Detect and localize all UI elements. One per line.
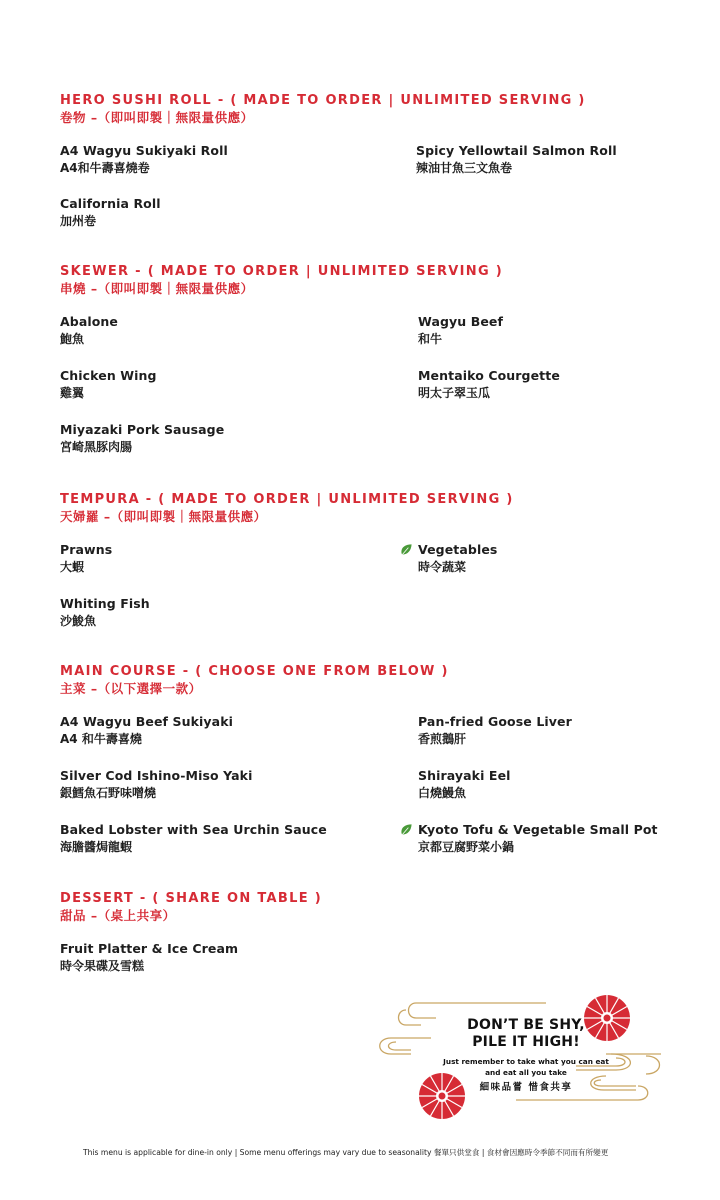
menu-item-a4-wagyu-sukiyaki-roll — [60, 142, 228, 177]
section-title: MAIN COURSE - ( CHOOSE ONE FROM BELOW ) — [60, 664, 449, 679]
menu-item-shirayaki-eel — [418, 767, 511, 802]
menu-item-wagyu-beef — [418, 313, 503, 348]
section-dessert — [60, 890, 680, 924]
menu-item-a4-wagyu-beef-sukiyaki — [60, 713, 233, 748]
menu-item-baked-lobster — [60, 821, 327, 856]
item-name-en: Silver Cod Ishino-Miso Yaki — [60, 768, 253, 783]
section-title: SKEWER - ( MADE TO ORDER | UNLIMITED SERVING ) — [60, 264, 504, 279]
menu-item-vegetables — [418, 541, 497, 576]
section-skewer — [60, 263, 680, 297]
item-name-en: Baked Lobster with Sea Urchin Sauce — [60, 822, 327, 837]
section-main-course — [60, 663, 680, 697]
item-name-en: Whiting Fish — [60, 596, 150, 611]
item-name-zh: 白燒鰻魚 — [418, 786, 467, 800]
menu-item-prawns — [60, 541, 112, 576]
menu-item-chicken-wing — [60, 367, 157, 402]
item-name-en: Chicken Wing — [60, 368, 157, 383]
item-name-zh: 加州卷 — [60, 214, 97, 228]
menu-item-mentaiko-courgette — [418, 367, 560, 402]
promo-chinese-text: 細味品嘗 惜食共享 — [479, 1082, 573, 1093]
menu-item-pan-fried-goose-liver — [418, 713, 572, 748]
menu-item-california-roll — [60, 195, 161, 230]
item-name-en: A4 Wagyu Beef Sukiyaki — [60, 714, 234, 729]
leaf-icon — [400, 823, 413, 836]
promo-line-2: PILE IT HIGH! — [472, 1034, 580, 1050]
item-name-zh: 香煎鵝肝 — [418, 732, 467, 746]
item-name-zh: 辣油甘魚三文魚卷 — [416, 161, 513, 175]
section-title: DESSERT - ( SHARE ON TABLE ) — [60, 891, 322, 906]
item-name-zh: 時令蔬菜 — [418, 560, 467, 574]
item-name-zh: 海膽醬焗龍蝦 — [60, 840, 133, 854]
menu-item-whiting-fish — [60, 595, 150, 630]
item-name-en: Prawns — [60, 542, 113, 557]
menu-item-abalone — [60, 313, 118, 348]
leaf-icon — [400, 543, 413, 556]
section-subtitle: 卷物 –（即叫即製｜無限量供應） — [60, 110, 254, 125]
item-name-zh: 宮崎黑豚肉腸 — [60, 440, 133, 454]
item-name-zh: 時令果碟及雪糕 — [60, 959, 145, 973]
menu-item-spicy-yellowtail-salmon-roll — [416, 142, 617, 177]
item-name-zh: 大蝦 — [60, 560, 85, 574]
item-name-en: Fruit Platter & Ice Cream — [60, 941, 239, 956]
item-name-zh: 沙鮻魚 — [60, 614, 97, 628]
item-name-zh: 鮑魚 — [60, 332, 85, 346]
item-name-zh: 京都豆腐野菜小鍋 — [418, 840, 515, 854]
section-subtitle: 串燒 –（即叫即製｜無限量供應） — [60, 281, 254, 296]
section-title: TEMPURA - ( MADE TO ORDER | UNLIMITED SERVING ) — [60, 492, 514, 507]
item-name-zh: 和牛 — [418, 332, 443, 346]
item-name-en: Vegetables — [418, 542, 498, 557]
section-subtitle: 主菜 –（以下選擇一款） — [60, 681, 202, 696]
promo-headline — [431, 1017, 621, 1051]
promo-decoration — [376, 990, 666, 1120]
promo-small-line-1: Just remember to take what you can eat — [443, 1057, 609, 1066]
item-name-zh: 明太子翠玉瓜 — [418, 386, 491, 400]
item-name-en: Kyoto Tofu & Vegetable Small Pot — [418, 822, 658, 837]
section-tempura — [60, 491, 680, 525]
item-name-en: Pan-fried Goose Liver — [418, 714, 572, 729]
item-name-zh: 銀鱈魚石野味噌燒 — [60, 786, 157, 800]
item-name-en: Abalone — [60, 314, 119, 329]
item-name-en: Mentaiko Courgette — [418, 368, 560, 383]
menu-item-kyoto-tofu-vegetable-pot — [418, 821, 658, 856]
item-name-en: Wagyu Beef — [418, 314, 504, 329]
item-name-zh: 雞翼 — [60, 386, 85, 400]
promo-small-line-2: and eat all you take — [485, 1068, 567, 1077]
promo-line-1: DON’T BE SHY, — [467, 1017, 585, 1033]
item-name-en: California Roll — [60, 196, 161, 211]
section-title: HERO SUSHI ROLL - ( MADE TO ORDER | UNLIMITED SERVING ) — [60, 93, 586, 108]
footer-disclaimer: This menu is applicable for dine-in only | Some menu offerings may vary due to seasonality 餐單只供堂食 | 食材會因應時令季節不同而有所變更 — [83, 1148, 609, 1157]
item-name-en: Miyazaki Pork Sausage — [60, 422, 225, 437]
promo-graphic — [376, 990, 666, 1120]
section-subtitle: 天婦羅 –（即叫即製｜無限量供應） — [60, 509, 267, 524]
promo-message — [416, 1056, 636, 1078]
section-subtitle: 甜品 –（桌上共享） — [60, 908, 176, 923]
item-name-zh: A4和牛壽喜燒卷 — [60, 161, 150, 175]
item-name-zh: A4 和牛壽喜燒 — [60, 732, 142, 746]
menu-item-miyazaki-pork-sausage — [60, 421, 224, 456]
item-name-en: Spicy Yellowtail Salmon Roll — [416, 143, 617, 158]
item-name-en: A4 Wagyu Sukiyaki Roll — [60, 143, 228, 158]
item-name-en: Shirayaki Eel — [418, 768, 511, 783]
section-hero-sushi-roll — [60, 92, 680, 126]
menu-item-silver-cod-ishino-miso-yaki — [60, 767, 252, 802]
menu-item-fruit-platter-ice-cream — [60, 940, 238, 975]
